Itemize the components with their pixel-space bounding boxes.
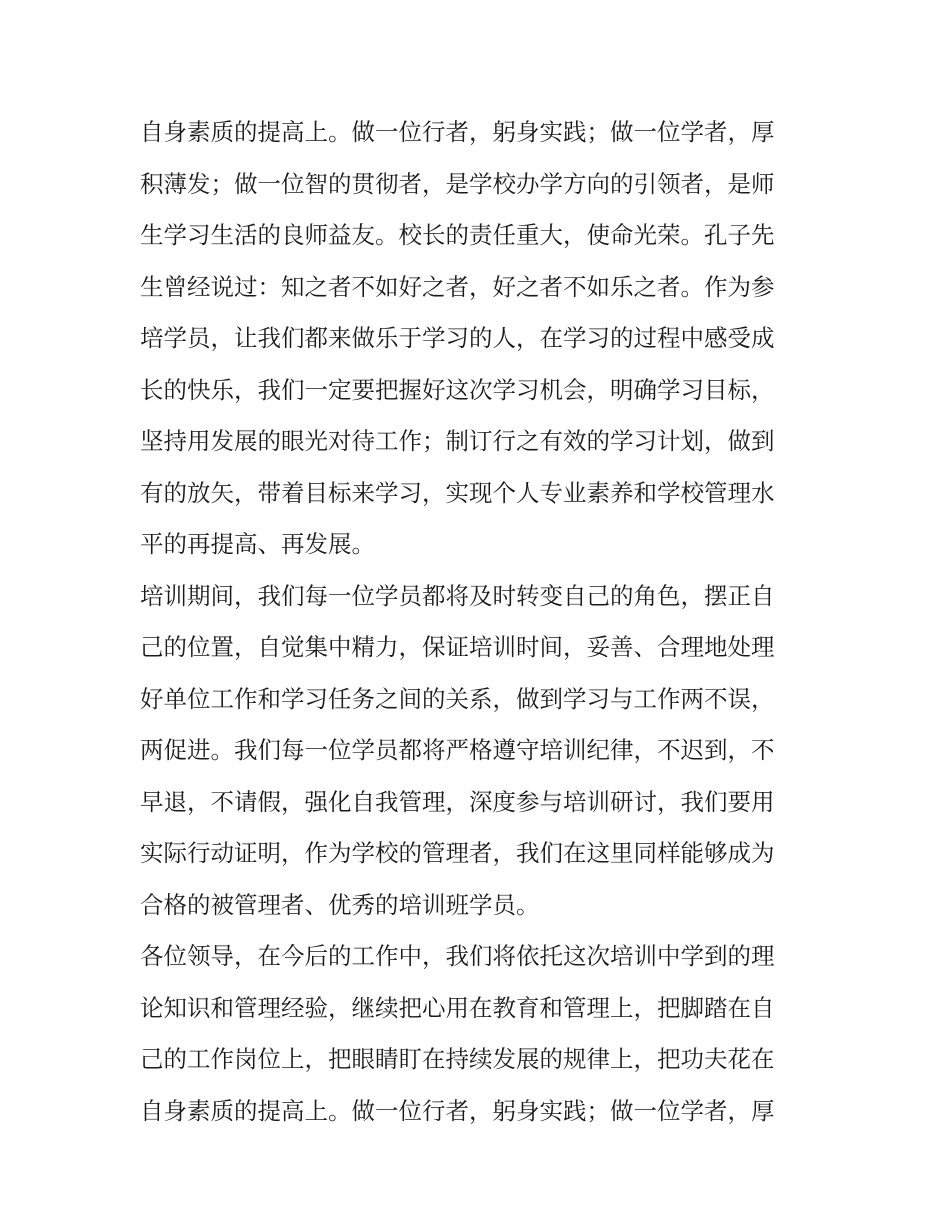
text-line: 生学习生活的良师益友。校长的责任重大，使命光荣。孔子先 <box>140 221 775 249</box>
text-line: 早退，不请假，强化自我管理，深度参与培训研讨，我们要用 <box>140 787 775 816</box>
body-text <box>140 107 820 1137</box>
text-line: 好单位工作和学习任务之间的关系，做到学习与工作两不误， <box>140 684 775 713</box>
text-line: 生曾经说过：知之者不如好之者，好之者不如乐之者。作为参 <box>140 272 775 301</box>
text-line: 各位领导，在今后的工作中，我们将依托这次培训中学到的理 <box>140 942 775 970</box>
text-line: 两促进。我们每一位学员都将严格遵守培训纪律，不迟到，不 <box>140 736 775 764</box>
text-line: 合格的被管理者、优秀的培训班学员。 <box>140 890 540 919</box>
text-line: 论知识和管理经验，继续把心用在教育和管理上，把脚踏在自 <box>140 993 775 1022</box>
text-line: 平的再提高、再发展。 <box>140 530 375 558</box>
text-line: 有的放矢，带着目标来学习，实现个人专业素养和学校管理水 <box>140 478 775 507</box>
text-line: 积薄发；做一位智的贯彻者，是学校办学方向的引领者，是师 <box>140 169 775 198</box>
text-line: 己的位置，自觉集中精力，保证培训时间，妥善、合理地处理 <box>140 633 775 661</box>
text-line: 自身素质的提高上。做一位行者，躬身实践；做一位学者，厚 <box>140 118 775 146</box>
text-line: 培学员，让我们都来做乐于学习的人，在学习的过程中感受成 <box>140 324 775 352</box>
text-line: 实际行动证明，作为学校的管理者，我们在这里同样能够成为 <box>140 839 775 867</box>
text-line: 长的快乐，我们一定要把握好这次学习机会，明确学习目标， <box>140 375 775 404</box>
text-line: 培训期间，我们每一位学员都将及时转变自己的角色，摆正自 <box>140 581 775 610</box>
text-line: 自身素质的提高上。做一位行者，躬身实践；做一位学者，厚 <box>140 1096 775 1125</box>
text-line: 己的工作岗位上，把眼睛盯在持续发展的规律上，把功夫花在 <box>140 1045 775 1073</box>
text-line: 坚持用发展的眼光对待工作；制订行之有效的学习计划，做到 <box>140 427 775 455</box>
